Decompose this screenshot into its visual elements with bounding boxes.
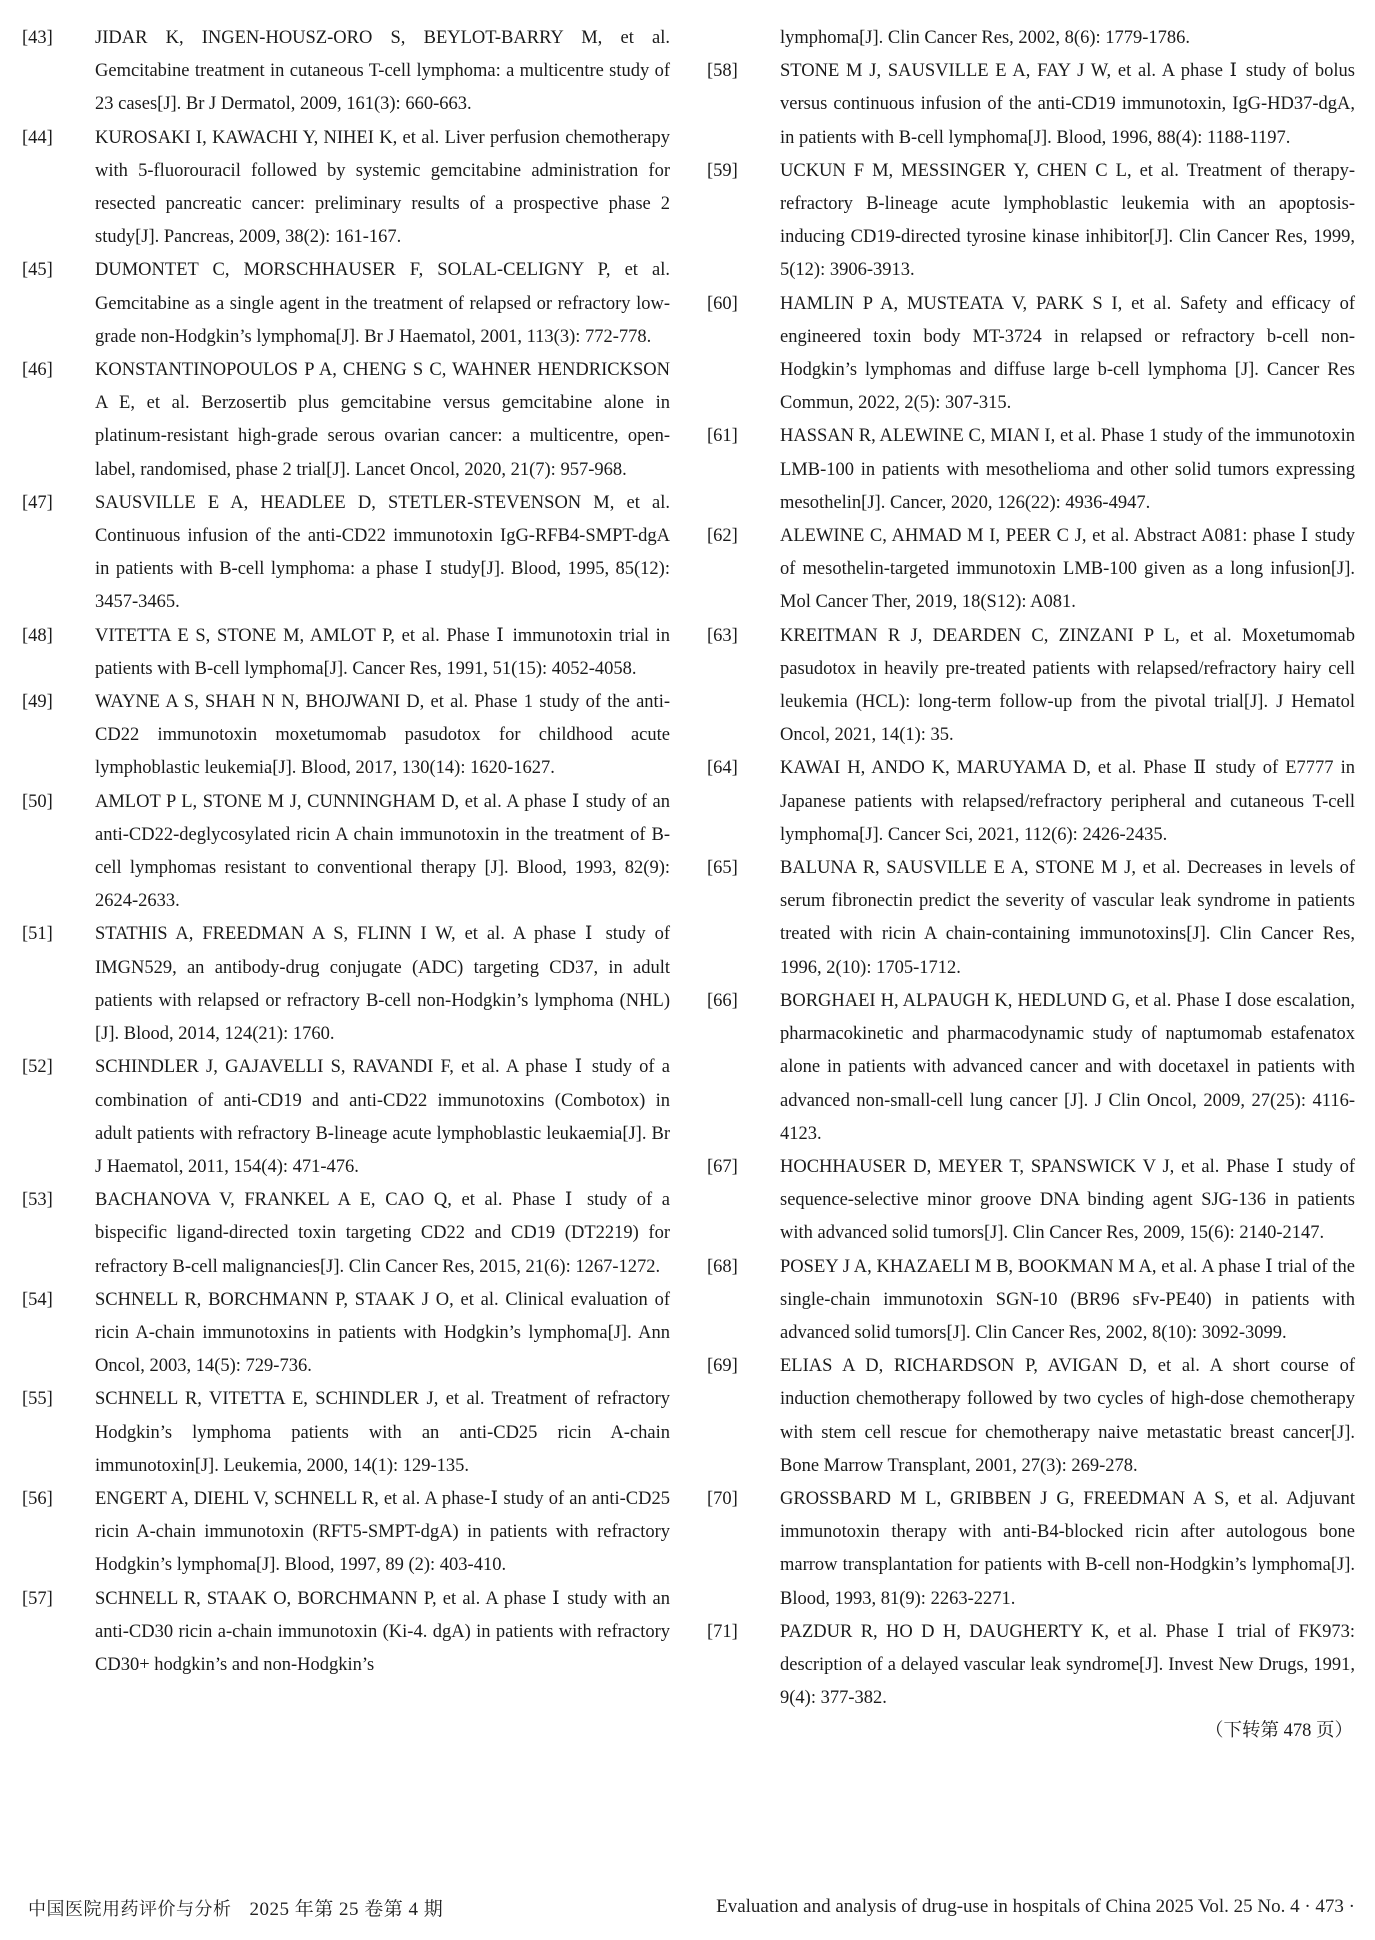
reference-text: KREITMAN R J, DEARDEN C, ZINZANI P L, et al. Moxetumomab pasudotox in heavily pre-treated patients with relapsed/refractory hairy cell leukemia (HCL): long-term follow-up from the pivotal trial[J]. J Hematol Oncol, 2021, 14(1): 35. xyxy=(780,625,1355,746)
reference-number: [47] xyxy=(22,492,53,513)
reference-continuation: lymphoma[J]. Clin Cancer Res, 2002, 8(6): 1779-1786. xyxy=(780,28,1191,48)
reference-number: [54] xyxy=(22,1289,53,1310)
reference-number: [60] xyxy=(707,293,738,314)
reference-number: [53] xyxy=(22,1190,53,1211)
reference-text: KUROSAKI I, KAWACHI Y, NIHEI K, et al. Liver perfusion chemotherapy with 5-fluorouracil followed by systemic gemcitabine administration for resected pancreatic cancer: preliminary results of a prospective phase 2 study[J]. Pancreas, 2009, 38(2): 161-167. xyxy=(95,127,670,248)
page-footer xyxy=(28,1892,1355,1922)
reference-text: BORGHAEI H, ALPAUGH K, HEDLUND G, et al. Phase Ⅰ dose escalation, pharmacokinetic and pharmacodynamic study of naptumomab estafenatox alone in patients with advanced cancer and with docetaxel in patients with advanced non-small-cell lung cancer [J]. J Clin Oncol, 2009, 27(25): 4116-4123. xyxy=(780,990,1355,1144)
reference-text: ELIAS A D, RICHARDSON P, AVIGAN D, et al. A short course of induction chemotherapy followed by two cycles of high-dose chemotherapy with stem cell rescue for chemotherapy naive metastatic breast cancer[J]. Bone Marrow Transplant, 2001, 27(3): 269-278. xyxy=(780,1356,1355,1476)
reference-text: STATHIS A, FREEDMAN A S, FLINN I W, et al. A phase Ⅰ study of IMGN529, an antibody-drug conjugate (ADC) targeting CD37, in adult patients with relapsed or refractory B-cell non-Hodgkin’s lymphoma (NHL)[J]. Blood, 2014, 124(21): 1760. xyxy=(95,924,670,1045)
reference-number: [68] xyxy=(707,1256,738,1277)
reference-column-left xyxy=(22,22,670,1682)
journal-title-cn: 中国医院用药评价与分析 xyxy=(28,1898,232,1920)
reference-text: POSEY J A, KHAZAELI M B, BOOKMAN M A, et al. A phase Ⅰ trial of the single-chain immunotoxin SGN-10 (BR96 sFv-PE40) in patients with advanced solid tumors[J]. Clin Cancer Res, 2002, 8(10): 3092-3099. xyxy=(780,1256,1355,1343)
reference-text: KAWAI H, ANDO K, MARUYAMA D, et al. Phase Ⅱ study of E7777 in Japanese patients with relapsed/refractory peripheral and cutaneous T-cell lymphoma[J]. Cancer Sci, 2021, 112(6): 2426-2435. xyxy=(780,758,1355,845)
reference-item xyxy=(707,155,1355,288)
reference-number: [56] xyxy=(22,1488,53,1509)
reference-text: PAZDUR R, HO D H, DAUGHERTY K, et al. Phase Ⅰ trial of FK973: description of a delayed vascular leak syndrome[J]. Invest New Drugs, 1991, 9(4): 377-382. xyxy=(780,1621,1355,1709)
page-number: · 473 · xyxy=(1304,1896,1355,1917)
reference-number: [49] xyxy=(22,692,53,713)
reference-text: WAYNE A S, SHAH N N, BHOJWANI D, et al. Phase 1 study of the anti-CD22 immunotoxin moxetumomab pasudotox for childhood acute lymphoblastic leukemia[J]. Blood, 2017, 130(14): 1620-1627. xyxy=(95,692,670,779)
reference-number: [46] xyxy=(22,360,53,381)
reference-text: SCHNELL R, BORCHMANN P, STAAK J O, et al. Clinical evaluation of ricin A-chain immunotoxins in patients with Hodgkin’s lymphoma[J]. Ann Oncol, 2003, 14(5): 729-736. xyxy=(95,1289,670,1377)
footer-journal-en xyxy=(716,1896,1355,1918)
reference-number: [59] xyxy=(707,160,738,181)
reference-item xyxy=(22,1284,670,1384)
reference-text: ALEWINE C, AHMAD M I, PEER C J, et al. Abstract A081: phase Ⅰ study of mesothelin-targeted immunotoxin LMB-100 given as a long infusion[J]. Mol Cancer Ther, 2019, 18(S12): A081. xyxy=(780,526,1355,613)
reference-item xyxy=(22,1583,670,1683)
reference-number: [70] xyxy=(707,1488,738,1509)
reference-item xyxy=(707,1151,1355,1251)
reference-item xyxy=(707,985,1355,1151)
reference-text: DUMONTET C, MORSCHHAUSER F, SOLAL-CELIGNY P, et al. Gemcitabine as a single agent in the treatment of relapsed or refractory low-grade non-Hodgkin’s lymphoma[J]. Br J Haematol, 2001, 113(3): 772-778. xyxy=(95,260,670,347)
reference-text: UCKUN F M, MESSINGER Y, CHEN C L, et al. Treatment of therapy-refractory B-lineage acute lymphoblastic leukemia with an apoptosis-inducing CD19-directed tyrosine kinase inhibitor[J]. Clin Cancer Res, 1999, 5(12): 3906-3913. xyxy=(780,160,1355,281)
reference-number: [57] xyxy=(22,1588,53,1609)
reference-item xyxy=(707,55,1355,155)
reference-text: GROSSBARD M L, GRIBBEN J G, FREEDMAN A S, et al. Adjuvant immunotoxin therapy with anti-B4-blocked ricin after autologous bone marrow transplantation for patients with B-cell non-Hodgkin’s lymphoma[J]. Blood, 1993, 81(9): 2263-2271. xyxy=(780,1488,1355,1609)
reference-number: [55] xyxy=(22,1389,53,1410)
reference-item xyxy=(22,1051,670,1184)
reference-number: [65] xyxy=(707,858,738,879)
reference-number: [64] xyxy=(707,758,738,779)
reference-item xyxy=(22,620,670,686)
reference-text: HAMLIN P A, MUSTEATA V, PARK S I, et al. Safety and efficacy of engineered toxin body MT-3724 in relapsed or refractory b-cell non-Hodgkin’s lymphomas and diffuse large b-cell lymphoma [J]. Cancer Res Commun, 2022, 2(5): 307-315. xyxy=(780,293,1355,414)
reference-number: [51] xyxy=(22,924,53,945)
reference-text: AMLOT P L, STONE M J, CUNNINGHAM D, et al. A phase Ⅰ study of an anti-CD22-deglycosylated ricin A chain immunotoxin in the treatment of B-cell lymphomas resistant to conventional therapy [J]. Blood, 1993, 82(9): 2624-2633. xyxy=(95,791,670,912)
reference-text: SCHNELL R, STAAK O, BORCHMANN P, et al. A phase Ⅰ study with an anti-CD30 ricin a-chain immunotoxin (Ki-4. dgA) in patients with refractory CD30+ hodgkin’s and non-Hodgkin’s xyxy=(95,1588,670,1675)
reference-item xyxy=(22,918,670,1051)
reference-text: SAUSVILLE E A, HEADLEE D, STETLER-STEVENSON M, et al. Continuous infusion of the anti-CD22 immunotoxin IgG-RFB4-SMPT-dgA in patients with B-cell lymphoma: a phase Ⅰ study[J]. Blood, 1995, 85(12): 3457-3465. xyxy=(95,492,670,613)
reference-text: STONE M J, SAUSVILLE E A, FAY J W, et al. A phase Ⅰ study of bolus versus continuous infusion of the anti-CD19 immunotoxin, IgG-HD37-dgA, in patients with B-cell lymphoma[J]. Blood, 1996, 88(4): 1188-1197. xyxy=(780,61,1355,148)
reference-number: [45] xyxy=(22,260,53,281)
reference-number: [44] xyxy=(22,127,53,148)
reference-item xyxy=(707,1483,1355,1616)
reference-number: [52] xyxy=(22,1057,53,1078)
reference-item xyxy=(22,122,670,255)
reference-item xyxy=(22,1383,670,1483)
journal-title-en: Evaluation and analysis of drug-use in hospitals of China 2025 Vol. 25 No. 4 xyxy=(716,1896,1300,1917)
reference-text: ENGERT A, DIEHL V, SCHNELL R, et al. A phase-Ⅰ study of an anti-CD25 ricin A-chain immunotoxin (RFT5-SMPT-dgA) in patients with refractory Hodgkin’s lymphoma[J]. Blood, 1997, 89 (2): 403-410. xyxy=(95,1488,670,1576)
reference-number: [67] xyxy=(707,1156,738,1177)
reference-item xyxy=(707,1251,1355,1351)
reference-item xyxy=(707,752,1355,852)
reference-item xyxy=(22,686,670,786)
reference-number: [69] xyxy=(707,1356,738,1377)
reference-item xyxy=(22,1483,670,1583)
reference-item xyxy=(22,1184,670,1284)
reference-number: [48] xyxy=(22,625,53,646)
reference-number: [71] xyxy=(707,1621,738,1642)
reference-number: [43] xyxy=(22,28,53,48)
reference-item xyxy=(707,1350,1355,1483)
reference-item xyxy=(22,786,670,919)
reference-item xyxy=(22,354,670,487)
reference-text: HASSAN R, ALEWINE C, MIAN I, et al. Phase 1 study of the immunotoxin LMB-100 in patients with mesothelioma and other solid tumors expressing mesothelin[J]. Cancer, 2020, 126(22): 4936-4947. xyxy=(780,426,1355,513)
reference-item xyxy=(707,852,1355,985)
reference-number: [66] xyxy=(707,990,738,1011)
reference-number: [62] xyxy=(707,526,738,547)
reference-text: BALUNA R, SAUSVILLE E A, STONE M J, et al. Decreases in levels of serum fibronectin predict the severity of vascular leak syndrome in patients treated with ricin A chain-containing immunotoxins[J]. Clin Cancer Res, 1996, 2(10): 1705-1712. xyxy=(780,858,1355,978)
reference-item xyxy=(22,254,670,354)
reference-number: [63] xyxy=(707,625,738,646)
reference-item xyxy=(22,487,670,620)
reference-number: [58] xyxy=(707,61,738,82)
reference-text: JIDAR K, INGEN-HOUSZ-ORO S, BEYLOT-BARRY M, et al. Gemcitabine treatment in cutaneous T-cell lymphoma: a multicentre study of 23 cases[J]. Br J Dermatol, 2009, 161(3): 660-663. xyxy=(95,28,670,115)
reference-item xyxy=(22,22,670,122)
reference-item xyxy=(707,620,1355,753)
reference-number: [61] xyxy=(707,426,738,447)
continued-on-page-note: （下转第 478 页） xyxy=(1204,1721,1353,1742)
reference-item xyxy=(707,288,1355,421)
reference-number: [50] xyxy=(22,791,53,812)
reference-item xyxy=(707,1616,1355,1716)
reference-text: HOCHHAUSER D, MEYER T, SPANSWICK V J, et al. Phase Ⅰ study of sequence-selective minor groove DNA binding agent SJG-136 in patients with advanced solid tumors[J]. Clin Cancer Res, 2009, 15(6): 2140-2147. xyxy=(780,1156,1355,1244)
reference-column-right xyxy=(707,22,1355,1749)
reference-text: BACHANOVA V, FRANKEL A E, CAO Q, et al. Phase Ⅰ study of a bispecific ligand-directed toxin targeting CD22 and CD19 (DT2219) for refractory B-cell malignancies[J]. Clin Cancer Res, 2015, 21(6): 1267-1272. xyxy=(95,1190,670,1277)
reference-text: SCHNELL R, VITETTA E, SCHINDLER J, et al. Treatment of refractory Hodgkin’s lymphoma patients with an anti-CD25 ricin A-chain immunotoxin[J]. Leukemia, 2000, 14(1): 129-135. xyxy=(95,1389,670,1476)
reference-item xyxy=(707,520,1355,620)
issue-info-cn: 2025 年第 25 卷第 4 期 xyxy=(249,1898,444,1920)
reference-text: SCHINDLER J, GAJAVELLI S, RAVANDI F, et al. A phase Ⅰ study of a combination of anti-CD19 and anti-CD22 immunotoxins (Combotox) in adult patients with refractory B-lineage acute lymphoblastic leukaemia[J]. Br J Haematol, 2011, 154(4): 471-476. xyxy=(95,1057,670,1177)
reference-text: KONSTANTINOPOULOS P A, CHENG S C, WAHNER HENDRICKSON A E, et al. Berzosertib plus gemcitabine versus gemcitabine alone in platinum-resistant high-grade serous ovarian cancer: a multicentre, open-label, randomised, phase 2 trial[J]. Lancet Oncol, 2020, 21(7): 957-968. xyxy=(95,360,670,480)
reference-item xyxy=(707,420,1355,520)
footer-journal-cn xyxy=(28,1894,443,1921)
reference-text: VITETTA E S, STONE M, AMLOT P, et al. Phase Ⅰ immunotoxin trial in patients with B-cell lymphoma[J]. Cancer Res, 1991, 51(15): 4052-4058. xyxy=(95,625,670,679)
